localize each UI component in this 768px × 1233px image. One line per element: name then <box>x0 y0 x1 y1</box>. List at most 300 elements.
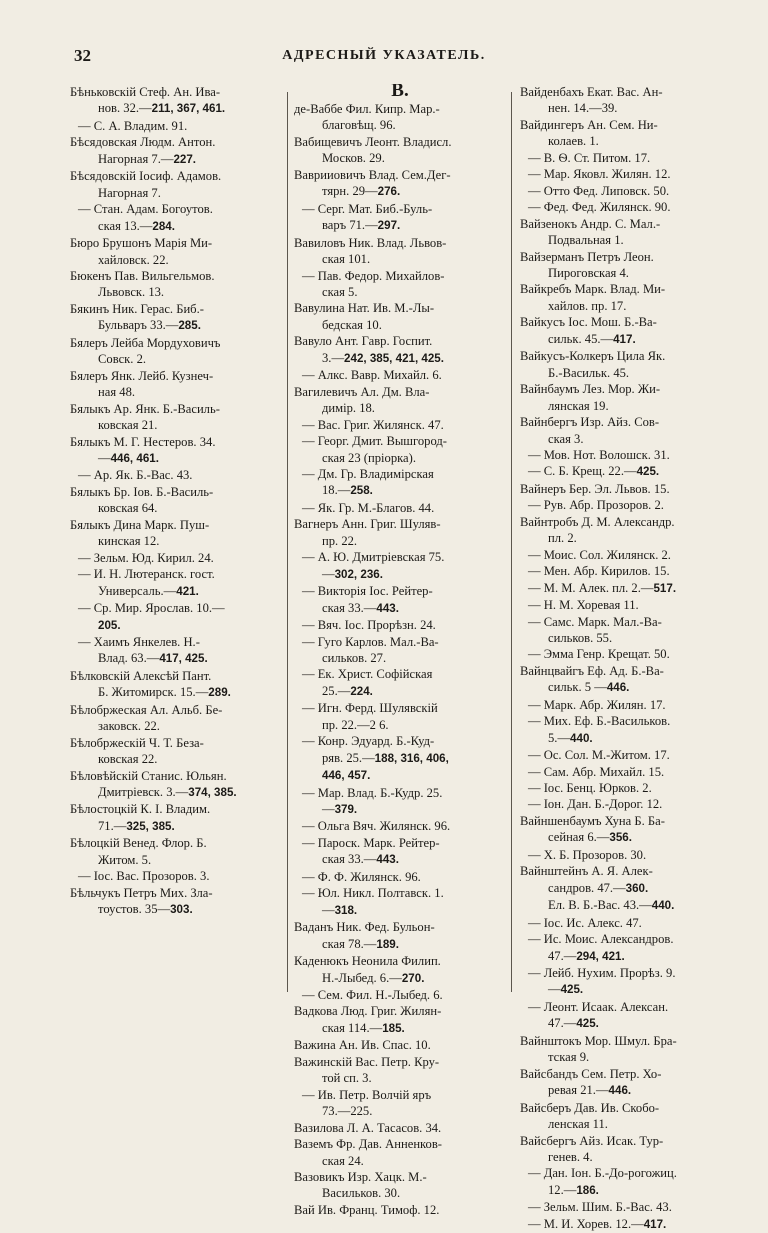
entry-text: Вавиловъ Ник. Влад. Львов- <box>294 235 447 250</box>
entry-line <box>520 813 734 829</box>
entry-continuation <box>520 100 734 116</box>
entry-continuation <box>520 1116 734 1132</box>
entry-line <box>70 335 282 351</box>
entry-text: — Пав. Федор. Михайлов- <box>302 268 445 283</box>
entry-line <box>520 348 734 364</box>
page-refs: 189. <box>376 937 399 951</box>
entry-subline <box>520 1216 734 1233</box>
entry-continuation <box>294 284 506 300</box>
entry-text: — Вас. Григ. Жилянск. 47. <box>302 417 444 432</box>
entry-continuation <box>70 617 282 634</box>
page-refs: 417, 425. <box>159 652 208 666</box>
entry-text: — Конр. Эдуард. Б.-Куд- <box>302 734 435 749</box>
entry-line <box>520 84 734 100</box>
entry-subline <box>520 713 734 729</box>
entry-line <box>70 235 282 251</box>
page-refs: 303. <box>170 903 193 917</box>
entry-text: Бюкенъ Пав. Вильгельмов. <box>70 268 215 283</box>
entry-continuation <box>70 384 282 400</box>
entry-text: Вайкребъ Марк. Влад. Ми- <box>520 282 666 297</box>
entry-continuation <box>294 450 506 466</box>
entry-text: — Хаимъ Янкелев. Н.- <box>78 634 200 649</box>
entry-line <box>294 1169 506 1185</box>
entry-text: Важина Ан. Ив. Спас. 10. <box>294 1038 431 1053</box>
page-refs: 224. <box>350 684 373 698</box>
entry-text: — Ср. Мир. Ярослав. 10.— <box>78 601 225 616</box>
entry-line <box>520 1100 734 1116</box>
page-refs: 360. <box>625 881 649 895</box>
column-divider <box>511 92 512 992</box>
entry-text: — Юл. Никл. Полтавск. 1. <box>302 886 444 901</box>
entry-line <box>520 663 734 679</box>
entry-continuation <box>70 151 282 168</box>
entry-text: Вазилова Л. А. Тасасов. 34. <box>294 1120 442 1135</box>
entry-subline <box>520 497 734 513</box>
entry-text: — Ис. Моис. Александров. <box>528 932 674 947</box>
entry-text: — Рув. Абр. Прозоров. 2. <box>528 498 664 513</box>
entry-text: — <box>548 982 561 997</box>
entry-subline <box>520 1165 734 1181</box>
entry-subline <box>520 597 734 613</box>
entry-text: — <box>322 566 335 581</box>
entry-line <box>520 1066 734 1082</box>
entry-text: сейная 6.— <box>548 830 610 845</box>
entry-subline <box>294 1087 506 1103</box>
entry-continuation <box>294 183 506 200</box>
entry-subline <box>294 466 506 482</box>
entry-subline <box>294 500 506 516</box>
entry-line <box>294 919 506 935</box>
entry-line <box>520 514 734 530</box>
entry-line <box>70 134 282 150</box>
entry-text: Каденюкъ Неонила Филип. <box>294 954 441 969</box>
entry-continuation <box>520 1182 734 1199</box>
entry-continuation <box>294 482 506 499</box>
entry-subline <box>70 566 282 582</box>
entry-text: 3.— <box>322 350 345 365</box>
entry-continuation <box>520 679 734 696</box>
entry-subline <box>294 666 506 682</box>
entry-text: Житом. 5. <box>98 852 152 867</box>
page-refs: 425. <box>636 465 660 479</box>
entry-line <box>70 484 282 500</box>
entry-text: Нагорная 7. <box>98 185 161 200</box>
entry-text: тярн. 29— <box>322 184 378 199</box>
entry-text: Нагорная 7.— <box>98 151 174 166</box>
entry-subline <box>294 785 506 801</box>
entry-text: — С. Б. Крещ. 22.— <box>528 464 637 479</box>
section-letter: В. <box>391 84 409 101</box>
entry-text: сильк. 5 — <box>548 680 607 695</box>
entry-text: Универсаль.— <box>98 583 177 598</box>
entry-text: ковская 21. <box>98 418 158 433</box>
entry-subline <box>520 796 734 812</box>
entry-text: — Мен. Абр. Кирилов. 15. <box>528 564 670 579</box>
column-3 <box>520 84 734 1233</box>
entry-text: — Эмма Генр. Крещат. 50. <box>528 647 670 662</box>
entry-text: — Іос. Ис. Алекс. 47. <box>528 915 642 930</box>
entry-continuation <box>294 902 506 919</box>
entry-subline <box>520 614 734 630</box>
page-refs: 417. <box>613 332 636 346</box>
entry-continuation <box>294 350 506 367</box>
entry-line <box>70 368 282 384</box>
entry-subline <box>70 868 282 884</box>
entry-text: Н.-Лыбед. 6.— <box>322 970 402 985</box>
entry-line <box>294 333 506 349</box>
entry-text: — Мих. Еф. Б.-Васильков. <box>528 714 671 729</box>
page-refs: 325, 385. <box>126 819 175 833</box>
entry-text: — <box>98 450 111 465</box>
entry-text: — Стан. Адам. Богоутов. <box>78 202 213 217</box>
entry-subline <box>520 965 734 981</box>
entry-text: Вайнеръ Бер. Эл. Львов. 15. <box>520 481 670 496</box>
entry-text: 18.— <box>322 483 351 498</box>
entry-text: — Лейб. Нухим. Прорѣз. 9. <box>528 966 676 981</box>
entry-continuation <box>294 533 506 549</box>
page-refs: 285. <box>178 319 201 333</box>
entry-subline <box>520 166 734 182</box>
entry-continuation <box>70 317 282 334</box>
entry-text: Бѣсядовскій Іосиф. Адамов. <box>70 169 222 184</box>
entry-text: заковск. 22. <box>98 719 160 734</box>
entry-text: Бялыкъ Дина Марк. Пуш- <box>70 517 210 532</box>
entry-continuation <box>520 398 734 414</box>
entry-text: Вайкусъ-Колкеръ Цила Як. <box>520 349 666 364</box>
entry-continuation <box>520 630 734 646</box>
entry-subline <box>70 118 282 134</box>
entry-subline <box>520 915 734 931</box>
entry-subline <box>520 150 734 166</box>
entry-text: Бульваръ 33.— <box>98 318 179 333</box>
page-refs: 446. <box>606 681 630 695</box>
entry-line <box>294 235 506 251</box>
entry-text: Вайнцвайгъ Еф. Ад. Б.-Ва- <box>520 663 664 678</box>
entry-continuation <box>520 530 734 546</box>
entry-text: хайловск. 22. <box>98 252 169 267</box>
entry-text: 71.— <box>98 818 127 833</box>
entry-text: пр. 22. <box>322 533 358 548</box>
column-divider <box>287 92 288 992</box>
entry-continuation <box>70 901 282 918</box>
entry-text: — М. И. Хорев. 12.— <box>528 1216 644 1231</box>
entry-subline <box>520 747 734 763</box>
entry-continuation <box>520 1049 734 1065</box>
entry-subline <box>294 700 506 716</box>
entry-line <box>294 516 506 532</box>
entry-text: — Игн. Ферд. Шулявскій <box>302 701 438 716</box>
entry-continuation <box>294 970 506 987</box>
entry-line <box>70 668 282 684</box>
entry-text: Вайнтробъ Д. М. Александр. <box>520 514 675 529</box>
entry-text: Бюро Брушонъ Марія Ми- <box>70 236 213 251</box>
page-refs: 443. <box>376 853 399 867</box>
entry-text: Вагнеръ Анн. Григ. Шуляв- <box>294 517 441 532</box>
entry-text: Бѣлковскій Алексѣй Пант. <box>70 668 212 683</box>
entry-subline <box>294 433 506 449</box>
page-refs: 425. <box>576 1017 599 1031</box>
entry-text: кинская 12. <box>98 534 160 549</box>
entry-text: — И. Н. Лютеранск. гост. <box>78 567 215 582</box>
entry-continuation <box>70 351 282 367</box>
entry-text: Вайдингеръ Ан. Сем. Ни- <box>520 117 658 132</box>
entry-text: Вай Ив. Франц. Тимоф. 12. <box>294 1202 440 1217</box>
entry-continuation <box>294 750 506 767</box>
entry-subline <box>520 547 734 563</box>
entry-subline <box>70 467 282 483</box>
entry-line <box>294 1054 506 1070</box>
column-1 <box>70 84 282 919</box>
running-title: АДРЕСНЫЙ УКАЗАТЕЛЬ. <box>282 48 486 63</box>
entry-line <box>70 517 282 533</box>
entry-text: — Пароск. Марк. Рейтер- <box>302 835 440 850</box>
entry-text: Вайзерманъ Петръ Леон. <box>520 249 654 264</box>
entry-continuation <box>70 751 282 767</box>
entry-text: 5.— <box>548 730 571 745</box>
entry-continuation <box>70 684 282 701</box>
page-refs: 379. <box>334 803 358 817</box>
entry-continuation <box>520 1082 734 1099</box>
entry-continuation <box>520 232 734 248</box>
page-number: 32 <box>74 46 91 65</box>
entry-continuation <box>520 829 734 846</box>
entry-text: ковская 22. <box>98 752 158 767</box>
entry-text: тоустов. 35— <box>98 902 171 917</box>
entry-text: — Ив. Петр. Волчій яръ <box>302 1087 432 1102</box>
entry-text: сандров. 47.— <box>548 880 626 895</box>
page-refs: 517. <box>653 581 677 595</box>
entry-text: ская 78.— <box>322 936 377 951</box>
entry-line <box>520 249 734 265</box>
entry-subline <box>294 733 506 749</box>
entry-continuation <box>294 801 506 818</box>
entry-text: Ваврииовичъ Влад. Сем.Дег- <box>294 167 451 182</box>
entry-text: Бѣловѣйскій Станис. Юльян. <box>70 768 227 783</box>
entry-line <box>520 1033 734 1049</box>
entry-subline <box>520 580 734 597</box>
entry-continuation <box>520 948 734 965</box>
entry-text: ская 114.— <box>322 1020 383 1035</box>
entry-subline <box>294 869 506 885</box>
entry-subline <box>520 563 734 579</box>
entry-text: Васильков. 30. <box>322 1186 401 1201</box>
entry-text: Бѣлоцкій Венед. Флор. Б. <box>70 836 207 851</box>
entry-text: ленская 11. <box>548 1117 608 1132</box>
entry-subline <box>294 201 506 217</box>
entry-text: — Фед. Фед. Жилянск. 90. <box>528 200 671 215</box>
page-refs: 297. <box>377 219 401 233</box>
entry-line <box>70 735 282 751</box>
entry-text: — Мар. Яковл. Жилян. 12. <box>528 167 671 182</box>
entry-text: Ваданъ Ник. Фед. Бульон- <box>294 920 435 935</box>
entry-continuation <box>70 218 282 235</box>
entry-text: лянская 19. <box>548 398 609 413</box>
entry-text: тская 9. <box>548 1050 590 1065</box>
page-refs: 211, 367, 461. <box>151 102 226 116</box>
entry-text: Вайсбергъ Айз. Исак. Тур- <box>520 1133 664 1148</box>
entry-line <box>520 863 734 879</box>
entry-text: Бякинъ Ник. Герас. Биб.- <box>70 301 204 316</box>
entry-continuation <box>294 1103 506 1119</box>
entry-text: ревая 21.— <box>548 1083 609 1098</box>
entry-continuation <box>520 365 734 381</box>
entry-continuation <box>294 251 506 267</box>
entry-text: варъ 71.— <box>322 218 378 233</box>
entry-text: Влад. 63.— <box>98 651 160 666</box>
entry-subline <box>70 634 282 650</box>
entry-text: Вайсбандъ Сем. Петр. Хо- <box>520 1066 662 1081</box>
entry-text: — Серг. Мат. Биб.-Буль- <box>302 201 433 216</box>
entry-line <box>294 134 506 150</box>
entry-text: — Самс. Марк. Мал.-Ва- <box>528 614 662 629</box>
entry-text: — Ек. Христ. Софійская <box>302 667 433 682</box>
page-refs: 417. <box>643 1217 667 1231</box>
entry-continuation <box>520 298 734 314</box>
entry-text: Бялеръ Лейба Мордуховичъ <box>70 335 221 350</box>
page-refs: 421. <box>176 584 199 598</box>
entry-text: Совск. 2. <box>98 352 147 367</box>
entry-continuation <box>294 683 506 700</box>
entry-text: Бялыкъ М. Г. Нестеров. 34. <box>70 434 216 449</box>
entry-text: Ваземъ Фр. Дав. Анненков- <box>294 1137 442 1152</box>
entry-text: — Зельм. Юд. Кирил. 24. <box>78 550 214 565</box>
entry-text: Вайнбаумъ Лез. Мор. Жи- <box>520 382 661 397</box>
entry-text: — Ф. Ф. Жилянск. 96. <box>302 869 421 884</box>
entry-text: Б.-Васильк. 45. <box>548 365 630 380</box>
entry-text: ская 5. <box>322 284 358 299</box>
entry-continuation <box>70 450 282 467</box>
entry-continuation <box>70 583 282 600</box>
entry-continuation <box>294 600 506 617</box>
page-refs: 440. <box>651 899 675 913</box>
entry-text: Вайзенокъ Андр. С. Мал.- <box>520 216 661 231</box>
entry-line <box>520 281 734 297</box>
entry-continuation <box>70 185 282 201</box>
entry-line <box>70 168 282 184</box>
entry-continuation <box>70 417 282 433</box>
entry-continuation <box>294 851 506 868</box>
entry-line <box>70 835 282 851</box>
page-refs: 258. <box>350 484 373 498</box>
entry-text: Москов. 29. <box>322 151 385 166</box>
entry-subline <box>294 583 506 599</box>
entry-text: — Мов. Нот. Волошск. 31. <box>528 447 670 462</box>
entry-text: Бѣльчукъ Петръ Мих. Зла- <box>70 885 213 900</box>
entry-line <box>294 1136 506 1152</box>
entry-text: Вавуло Ант. Гавр. Госпит. <box>294 334 433 349</box>
entry-continuation <box>70 818 282 835</box>
entry-continuation <box>520 1149 734 1165</box>
entry-text: ская 33.— <box>322 600 377 615</box>
entry-text: Бѣлобржеская Ал. Альб. Бе- <box>70 702 223 717</box>
entry-text: Вайнштокъ Мор. Шмул. Бра- <box>520 1033 677 1048</box>
page-refs: 356. <box>609 831 632 845</box>
entry-subline <box>294 417 506 433</box>
entry-text: — <box>322 802 335 817</box>
entry-text: сильков. 55. <box>548 630 613 645</box>
entry-subline <box>520 183 734 199</box>
entry-subline <box>520 999 734 1015</box>
entry-text: Бялыкъ Ар. Янк. Б.-Василь- <box>70 401 220 416</box>
entry-text: Бѣлобржескій Ч. Т. Беза- <box>70 735 204 750</box>
entry-subline <box>520 764 734 780</box>
entry-text: Вайнбергъ Изр. Айз. Сов- <box>520 415 660 430</box>
entry-text: ряв. 25.— <box>322 750 375 765</box>
entry-subline <box>70 600 282 616</box>
entry-text: ская 13.— <box>98 218 153 233</box>
entry-text: — Отто Фед. Липовск. 50. <box>528 183 670 198</box>
entry-text: бедская 10. <box>322 317 382 332</box>
entry-text: Подвальная 1. <box>548 233 624 248</box>
entry-continuation <box>70 500 282 516</box>
entry-line <box>70 768 282 784</box>
entry-text: Бѣсядовская Людм. Антон. <box>70 135 216 150</box>
entry-text: сильк. 45.— <box>548 331 614 346</box>
entry-subline <box>294 885 506 901</box>
entry-continuation <box>70 718 282 734</box>
entry-text: — Дан. Іон. Б.-До-рогожиц. <box>528 1166 677 1181</box>
entry-text: той сп. 3. <box>322 1071 372 1086</box>
entry-subline <box>70 201 282 217</box>
entry-continuation <box>520 880 734 897</box>
entry-continuation <box>70 852 282 868</box>
entry-text: Пироговская 4. <box>548 265 629 280</box>
entry-continuation <box>520 265 734 281</box>
entry-line <box>294 167 506 183</box>
entry-text: — Зельм. Шим. Б.-Вас. 43. <box>528 1200 672 1215</box>
entry-continuation <box>294 400 506 416</box>
entry-text: — Ос. Сол. М.-Житом. 17. <box>528 748 670 763</box>
entry-text: ская 3. <box>548 431 584 446</box>
entry-text: ская 101. <box>322 252 371 267</box>
entry-continuation <box>70 252 282 268</box>
entry-text: — Ольга Вяч. Жилянск. 96. <box>302 819 451 834</box>
entry-text: — Георг. Дмит. Вышгород- <box>302 434 447 449</box>
entry-subline <box>294 617 506 633</box>
entry-subline <box>520 463 734 480</box>
page-refs: 284. <box>152 219 175 233</box>
entry-continuation <box>70 284 282 300</box>
entry-text: пр. 22.—2 6. <box>322 717 389 732</box>
entry-text: — Х. Б. Прозоров. 30. <box>528 847 647 862</box>
entry-subline <box>294 634 506 650</box>
entry-subline <box>520 847 734 863</box>
entry-continuation <box>294 150 506 166</box>
entry-text: — Сем. Фил. Н.-Лыбед. 6. <box>302 988 443 1003</box>
entry-continuation <box>520 431 734 447</box>
entry-text: нов. 32.— <box>98 101 152 116</box>
page-refs: 374, 385. <box>188 786 237 800</box>
entry-line <box>294 1037 506 1053</box>
entry-text: 47.— <box>548 948 577 963</box>
entry-text: Вайншенбаумъ Хуна Б. Ба- <box>520 813 665 828</box>
entry-text: — Викторія Іос. Рейтер- <box>302 584 433 599</box>
entry-subline <box>520 780 734 796</box>
entry-text: — М. М. Алек. пл. 2.— <box>528 580 654 595</box>
entry-text: генев. 4. <box>548 1150 593 1164</box>
page-refs: 446, 461. <box>110 451 159 465</box>
entry-line <box>520 414 734 430</box>
entry-line <box>70 434 282 450</box>
entry-text: Бѣньковскій Стеф. Ан. Ива- <box>70 85 221 99</box>
entry-subline <box>520 447 734 463</box>
page-refs: 242, 385, 421, 425. <box>344 351 444 365</box>
entry-text: — Іос. Вас. Прозоров. 3. <box>78 869 210 884</box>
entry-continuation <box>520 897 734 914</box>
entry-text: ковская 64. <box>98 501 158 516</box>
column-2 <box>294 84 506 1218</box>
entry-text: — Вяч. Іос. Прорѣзн. 24. <box>302 618 436 633</box>
